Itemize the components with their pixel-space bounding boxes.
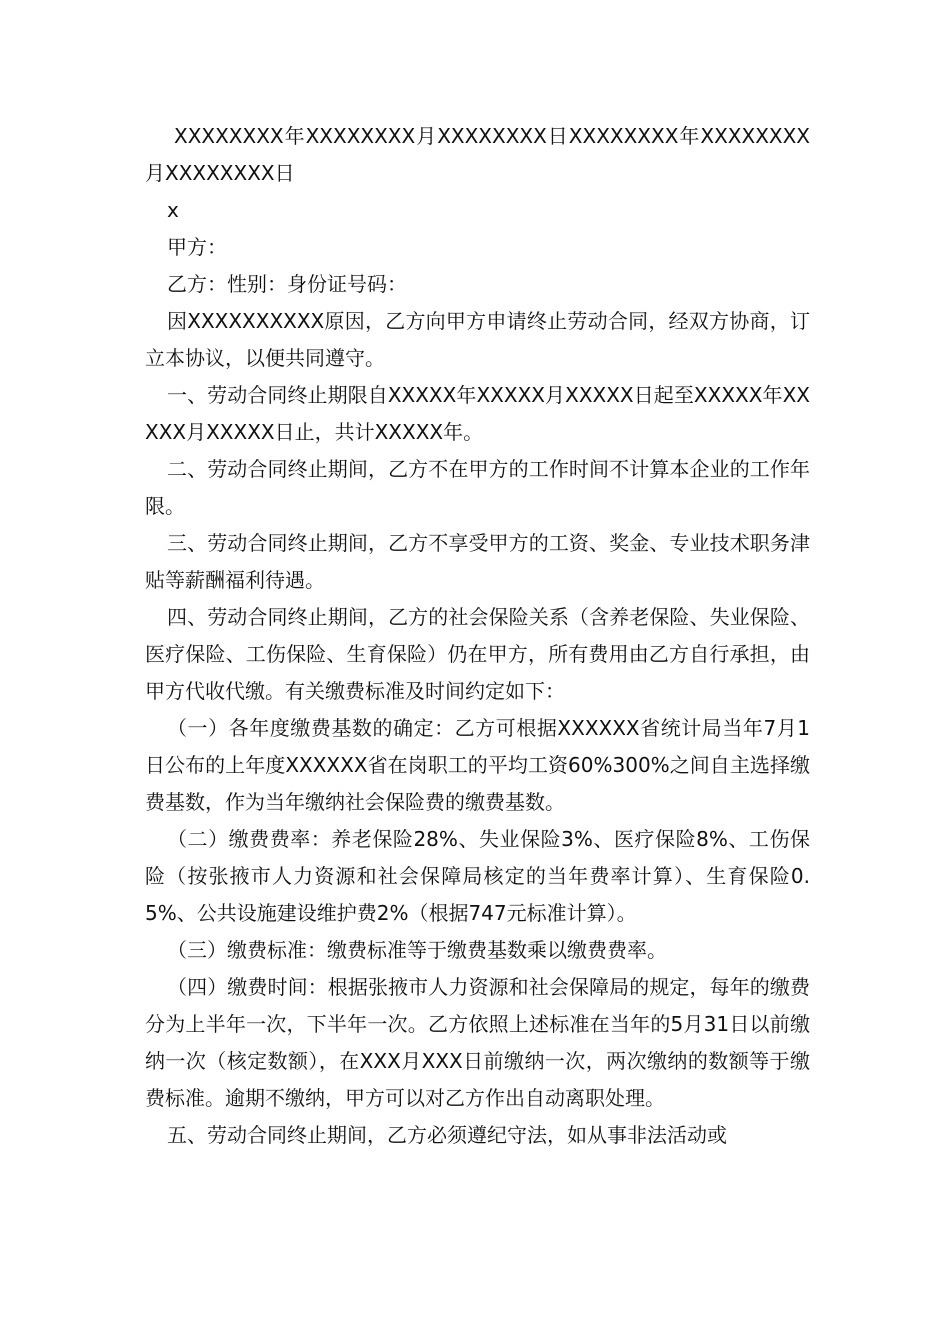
clause-3: 三、劳动合同终止期间，乙方不享受甲方的工资、奖金、专业技术职务津贴等薪酬福利待遇。 (145, 531, 810, 592)
clause-2: 二、劳动合同终止期间，乙方不在甲方的工作时间不计算本企业的工作年限。 (145, 457, 810, 518)
clause-1: 一、劳动合同终止期限自XXXXX年XXXXX月XXXXX日起至XXXXX年XXXXX月XXXXX日止，共计XXXXX年。 (145, 383, 810, 444)
clause-4-sub-3: （三）缴费标准：缴费标准等于缴费基数乘以缴费费率。 (167, 938, 667, 962)
clause-4-sub-2: （二）缴费费率：养老保险28%、失业保险3%、医疗保险8%、工伤保险（按张掖市人力资源和社会保障局核定的当年费率计算）、生育保险0.5%、公共设施建设维护费2%（根据747元标准计算）。 (145, 827, 810, 925)
party-a-line: 甲方： (167, 235, 227, 259)
clause-5: 五、劳动合同终止期间，乙方必须遵纪守法，如从事非法活动或 (167, 1123, 727, 1147)
party-b-line: 乙方：性别：身份证号码： (167, 272, 407, 296)
clause-4-sub-1: （一）各年度缴费基数的确定：乙方可根据XXXXXX省统计局当年7月1日公布的上年度XXXXXX省在岗职工的平均工资60%300%之间自主选择缴费基数，作为当年缴纳社会保险费的缴费基数。 (145, 716, 810, 814)
clause-4-sub-4: （四）缴费时间：根据张掖市人力资源和社会保障局的规定，每年的缴费分为上半年一次，下半年一次。乙方依照上述标准在当年的5月31日以前缴纳一次（核定数额），在XXX月XXX日前缴纳一次，两次缴纳的数额等于缴费标准。逾期不缴纳，甲方可以对乙方作出自动离职处理。 (145, 975, 810, 1110)
document-page (145, 118, 810, 1154)
date-line: XXXXXXXX年XXXXXXXX月XXXXXXXX日XXXXXXXX年XXXXXXXX月XXXXXXXX日 (145, 124, 810, 185)
placeholder-line: x (167, 198, 179, 222)
intro-paragraph: 因XXXXXXXXXX原因，乙方向甲方申请终止劳动合同，经双方协商，订立本协议，以便共同遵守。 (145, 309, 810, 370)
clause-4: 四、劳动合同终止期间，乙方的社会保险关系（含养老保险、失业保险、医疗保险、工伤保险、生育保险）仍在甲方，所有费用由乙方自行承担，由甲方代收代缴。有关缴费标准及时间约定如下： (145, 605, 810, 703)
